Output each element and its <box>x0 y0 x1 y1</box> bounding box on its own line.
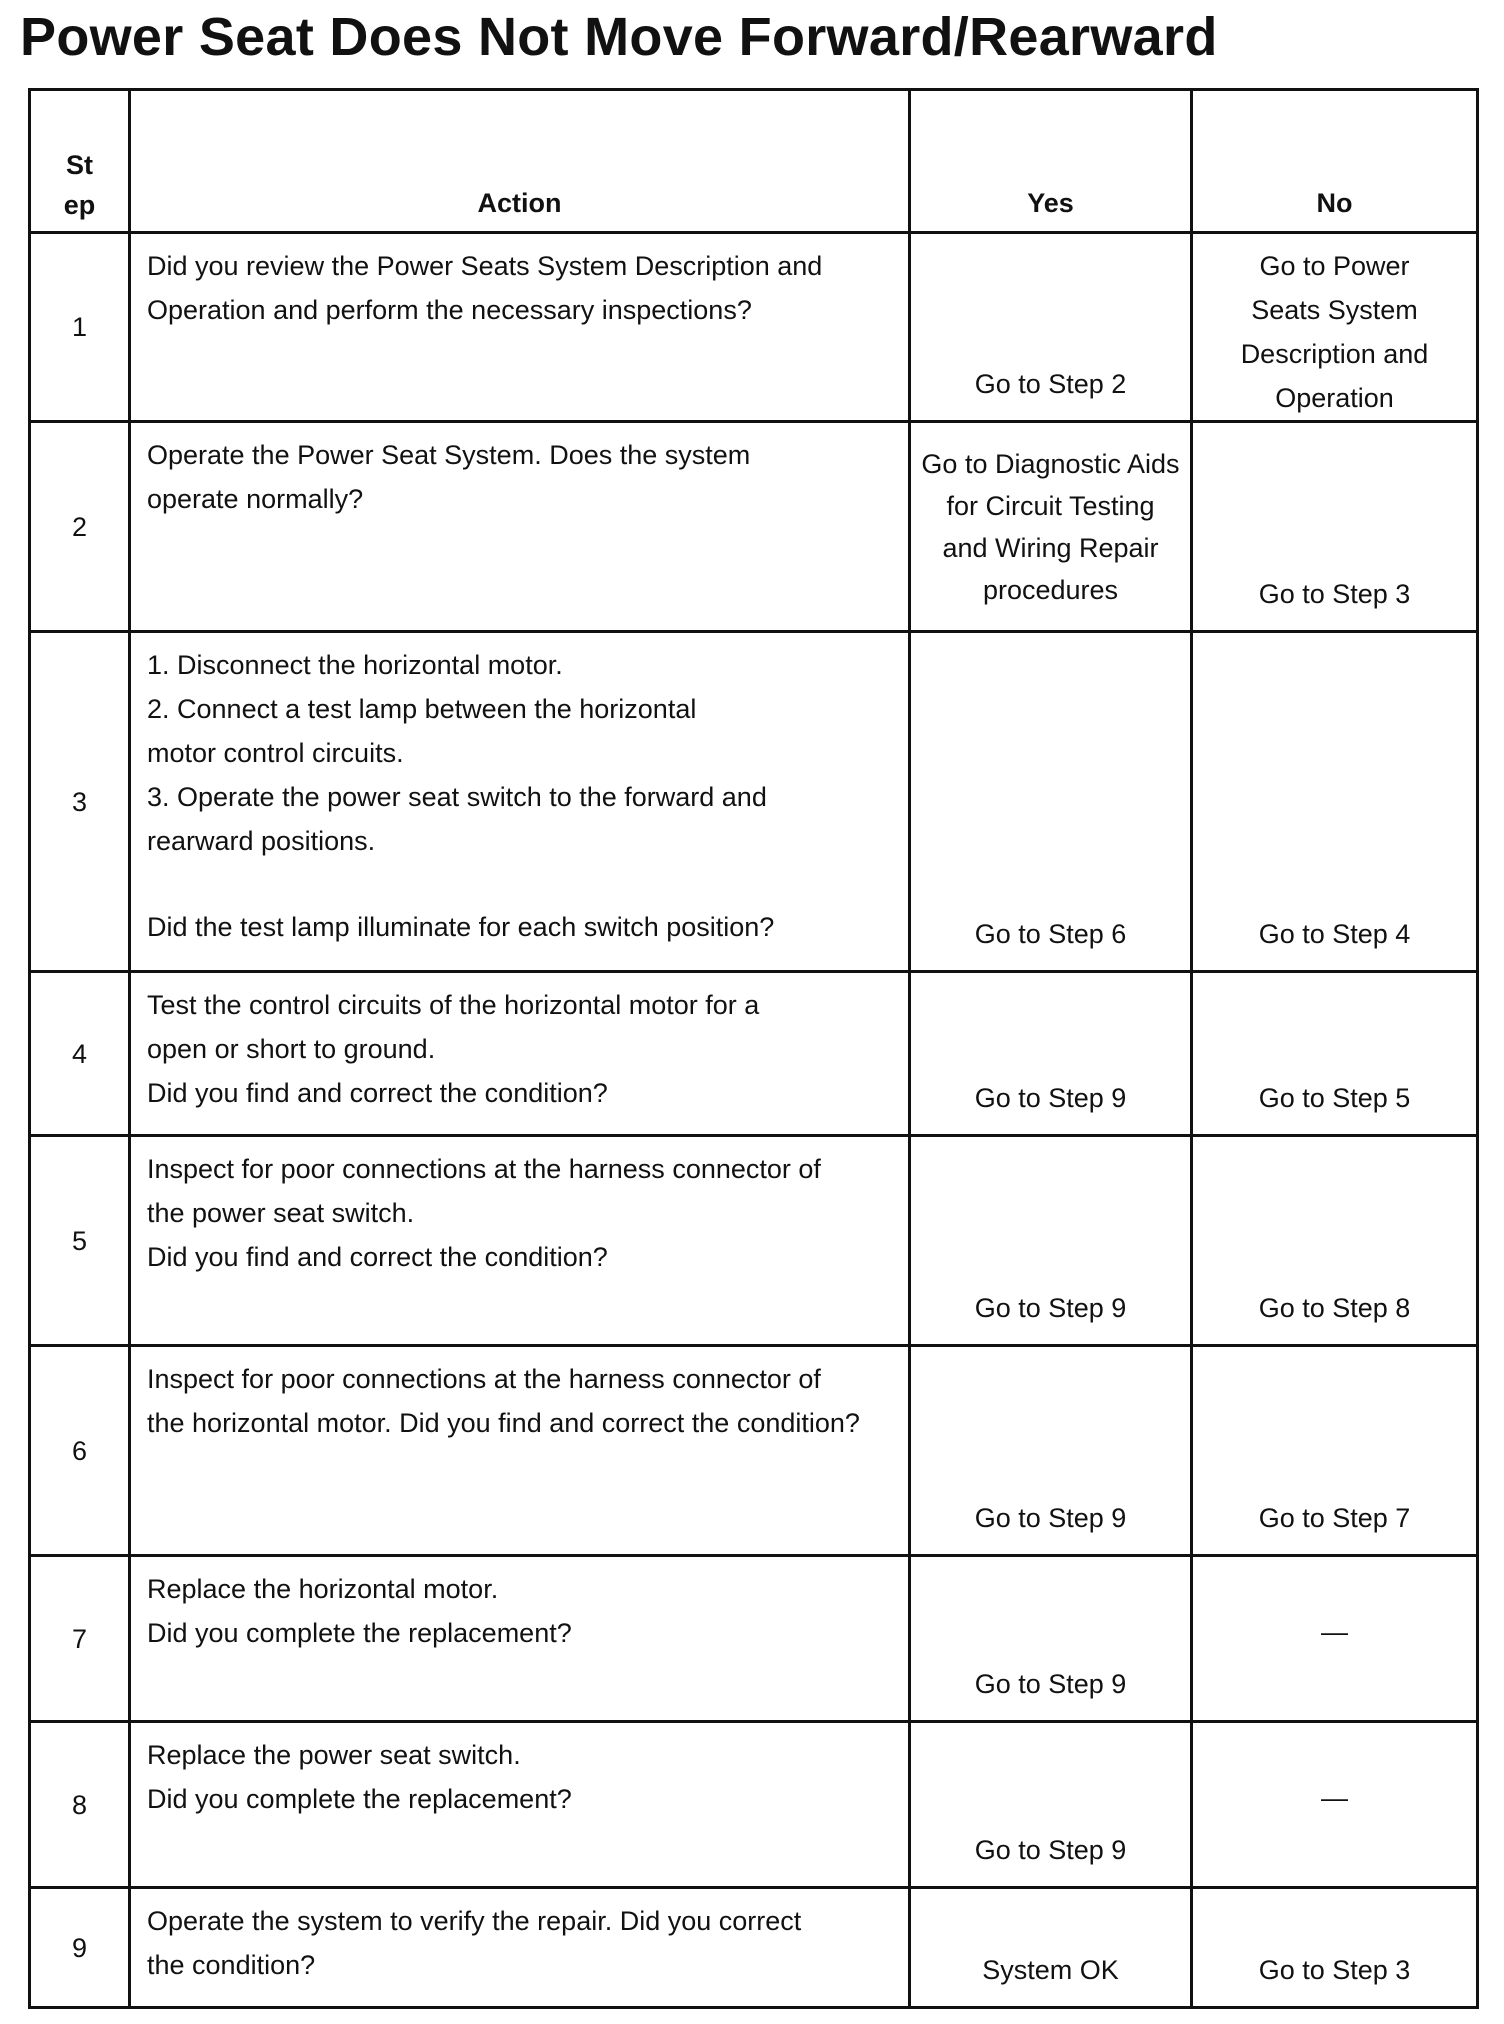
no-cell: Go to Step 4 <box>1192 632 1478 972</box>
yes-cell: Go to Step 6 <box>910 632 1192 972</box>
no-cell: Go to Step 3 <box>1192 1888 1478 2008</box>
no-line: Operation <box>1275 383 1394 413</box>
no-line: Seats System <box>1251 295 1418 325</box>
no-line: Go to Power <box>1259 251 1410 281</box>
action-cell <box>130 1888 910 2008</box>
table-row <box>30 1136 1478 1346</box>
table-row <box>30 1556 1478 1722</box>
table-row <box>30 1346 1478 1556</box>
spacer <box>147 863 894 905</box>
yes-cell: Go to Step 2 <box>910 233 1192 422</box>
action-line: Did you complete the replacement? <box>147 1618 572 1648</box>
yes-cell: System OK <box>910 1888 1192 2008</box>
table-row <box>30 1722 1478 1888</box>
header-no: No <box>1192 90 1478 233</box>
action-line: rearward positions. <box>147 826 376 856</box>
table-row <box>30 972 1478 1136</box>
yes-line: procedures <box>982 574 1119 605</box>
yes-cell <box>910 422 1192 632</box>
table-row <box>30 1888 1478 2008</box>
action-cell <box>130 1556 910 1722</box>
no-cell: Go to Step 8 <box>1192 1136 1478 1346</box>
header-yes: Yes <box>910 90 1192 233</box>
action-line: the condition? <box>147 1950 316 1980</box>
action-line: the power seat switch. <box>147 1198 415 1228</box>
action-line: Operate the Power Seat System. Does the system <box>147 440 751 470</box>
action-line: Did you review the Power Seats System Description and <box>147 251 823 281</box>
action-cell <box>130 972 910 1136</box>
action-line: Inspect for poor connections at the harness connector of <box>147 1154 821 1184</box>
action-cell <box>130 422 910 632</box>
action-line: the horizontal motor. Did you find and correct the condition? <box>147 1408 860 1438</box>
step-number: 2 <box>30 422 130 632</box>
action-line: open or short to ground. <box>147 1034 436 1064</box>
action-line: Inspect for poor connections at the harness connector of <box>147 1364 821 1394</box>
action-line: Test the control circuits of the horizontal motor for a <box>147 990 760 1020</box>
action-line: motor control circuits. <box>147 738 404 768</box>
no-cell: — <box>1192 1556 1478 1722</box>
yes-line: for Circuit Testing <box>946 490 1155 521</box>
action-line: 3. Operate the power seat switch to the forward and <box>147 782 767 812</box>
step-number: 4 <box>30 972 130 1136</box>
yes-cell: Go to Step 9 <box>910 1556 1192 1722</box>
table-header-row <box>30 90 1478 233</box>
diagnostic-table <box>28 88 1479 2009</box>
action-cell <box>130 1136 910 1346</box>
step-number: 3 <box>30 632 130 972</box>
header-step-line1: St <box>66 150 93 180</box>
action-line: 2. Connect a test lamp between the horizontal <box>147 694 697 724</box>
action-line: Did you find and correct the condition? <box>147 1242 608 1272</box>
action-cell <box>130 1722 910 1888</box>
step-number: 1 <box>30 233 130 422</box>
header-action: Action <box>130 90 910 233</box>
action-cell <box>130 632 910 972</box>
no-cell <box>1192 233 1478 422</box>
action-cell <box>130 233 910 422</box>
action-cell <box>130 1346 910 1556</box>
step-number: 5 <box>30 1136 130 1346</box>
action-line: operate normally? <box>147 484 364 514</box>
yes-cell: Go to Step 9 <box>910 1722 1192 1888</box>
step-number: 6 <box>30 1346 130 1556</box>
header-step <box>30 90 130 233</box>
yes-line: Go to Diagnostic Aids <box>921 448 1180 479</box>
action-question: Did the test lamp illuminate for each switch position? <box>147 912 775 942</box>
yes-cell: Go to Step 9 <box>910 1346 1192 1556</box>
action-line: Replace the horizontal motor. <box>147 1574 499 1604</box>
yes-cell: Go to Step 9 <box>910 1136 1192 1346</box>
no-cell: Go to Step 5 <box>1192 972 1478 1136</box>
no-cell: Go to Step 3 <box>1192 422 1478 632</box>
action-line: 1. Disconnect the horizontal motor. <box>147 650 563 680</box>
step-number: 9 <box>30 1888 130 2008</box>
action-line: Operate the system to verify the repair. Did you correct <box>147 1906 802 1936</box>
header-step-line2: ep <box>63 190 96 220</box>
action-line: Operation and perform the necessary inspections? <box>147 295 752 325</box>
table-row <box>30 632 1478 972</box>
action-line: Did you find and correct the condition? <box>147 1078 608 1108</box>
action-line: Replace the power seat switch. <box>147 1740 521 1770</box>
no-cell: — <box>1192 1722 1478 1888</box>
table-row <box>30 233 1478 422</box>
yes-cell: Go to Step 9 <box>910 972 1192 1136</box>
page-title: Power Seat Does Not Move Forward/Rearward <box>20 7 1218 67</box>
table-row <box>30 422 1478 632</box>
no-line: Description and <box>1240 339 1429 369</box>
yes-line: and Wiring Repair <box>942 532 1159 563</box>
step-number: 8 <box>30 1722 130 1888</box>
no-cell: Go to Step 7 <box>1192 1346 1478 1556</box>
step-number: 7 <box>30 1556 130 1722</box>
action-line: Did you complete the replacement? <box>147 1784 572 1814</box>
